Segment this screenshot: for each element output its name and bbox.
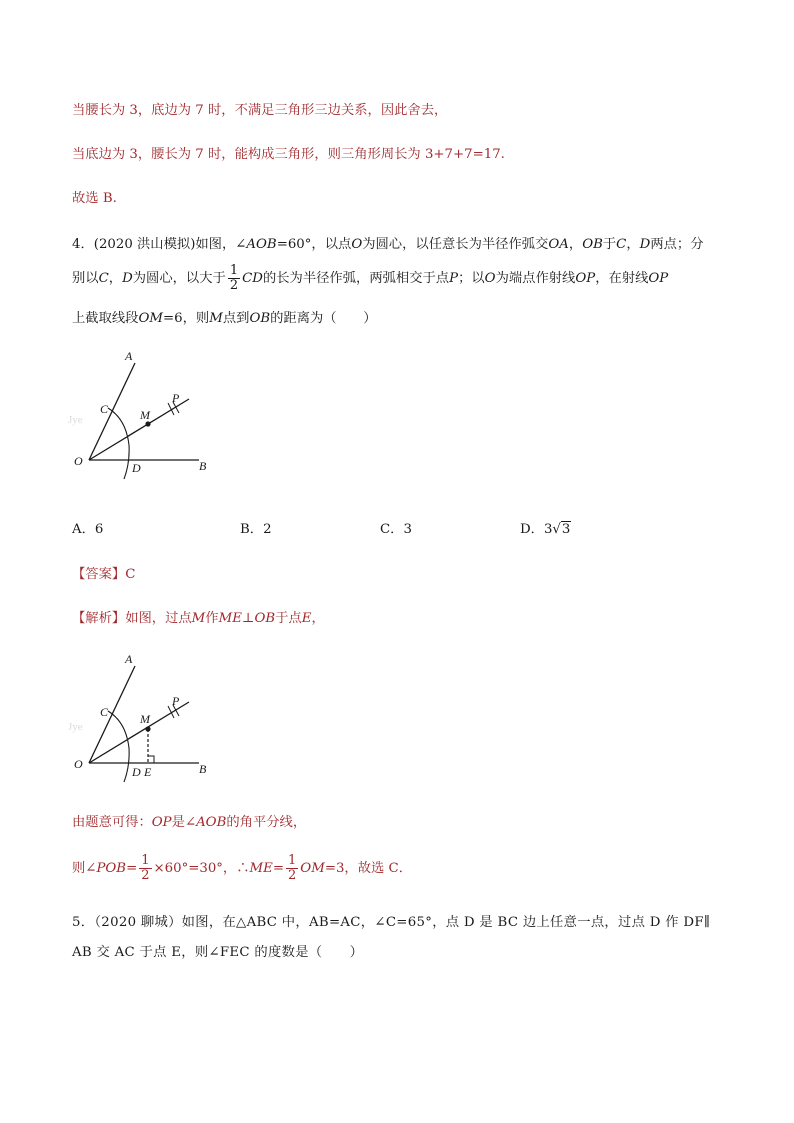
label-o: O: [74, 757, 83, 771]
watermark: Jye: [68, 414, 83, 426]
choice-b[interactable]: B．2: [240, 522, 272, 537]
label-e: E: [144, 765, 152, 779]
fraction-half: $\frac{1}{2}$: [229, 263, 239, 293]
answer-tag: 【答案】: [72, 567, 126, 582]
label-b: B: [199, 459, 207, 473]
deduction-line: 由题意可得：OP是∠AOB的角平分线，: [72, 815, 307, 830]
question-4-line-2: 别以C，D为圆心，以大于 $\frac{1}{2}$ CD的长为半径作弧，两弧相交于点P；以O为端点作射线OP，在射线OP: [72, 263, 669, 293]
label-p: P: [172, 694, 180, 708]
label-o: O: [74, 454, 83, 468]
watermark: Jye: [68, 721, 83, 733]
solution-line-2: 当底边为 3，腰长为 7 时，能构成三角形，则三角形周长为 3+7+7=17.: [72, 147, 505, 162]
arc-cd: [108, 711, 129, 782]
analysis-line: 【解析】如图，过点M作ME⊥OB于点E，: [72, 611, 325, 626]
choice-a[interactable]: A．6: [72, 522, 104, 537]
figure-2-perpendicular: [64, 650, 224, 790]
answer-line: [72, 566, 135, 584]
point-m: [145, 421, 150, 426]
analysis-tag: 【解析】: [72, 611, 126, 626]
label-p: P: [172, 391, 180, 405]
solution-line-1: 当腰长为 3，底边为 7 时，不满足三角形三边关系，因此舍去，: [72, 103, 448, 118]
choice-c[interactable]: C．3: [380, 522, 412, 537]
figure-1-angle-bisector: [64, 345, 224, 485]
label-d: D: [132, 765, 141, 779]
label-m: M: [140, 712, 150, 726]
answer-value: C: [125, 567, 136, 582]
point-m: [145, 726, 150, 731]
solution-line-3: 故选 B.: [72, 191, 117, 206]
choice-d[interactable]: D．3√3: [520, 522, 571, 537]
label-a: A: [125, 349, 133, 363]
label-d: D: [132, 461, 141, 475]
label-a: A: [125, 652, 133, 666]
calculation-line: 则∠POB= $\frac{1}{2}$ ×60°=30°，∴ME= $\frac{1}{2}$ OM=3，故选 C．: [72, 853, 413, 883]
label-m: M: [140, 408, 150, 422]
question-4-line-1: 4．(2020 洪山模拟)如图，∠AOB=60°，以点O为圆心，以任意长为半径作弧交OA，OB于C，D两点；分: [72, 237, 704, 252]
label-c: C: [100, 402, 109, 416]
question-5-line-2: AB 交 AC 于点 E，则∠FEC 的度数是（ ）: [72, 945, 364, 960]
question-4-line-3: 上截取线段OM=6，则M点到OB的距离为（ ）: [72, 311, 377, 326]
fraction-half-2: $\frac{1}{2}$: [288, 853, 297, 883]
arc-cd: [108, 408, 129, 479]
question-5-line-1: 5．（2020 聊城）如图，在△ABC 中，AB=AC，∠C=65°，点 D 是 BC 边上任意一点，过点 D 作 DF∥: [72, 915, 711, 930]
label-c: C: [100, 705, 109, 719]
sqrt-symbol: √3: [552, 522, 571, 537]
right-angle-mark: [148, 756, 154, 763]
fraction-half-1: $\frac{1}{2}$: [141, 853, 150, 883]
label-b: B: [199, 762, 207, 776]
